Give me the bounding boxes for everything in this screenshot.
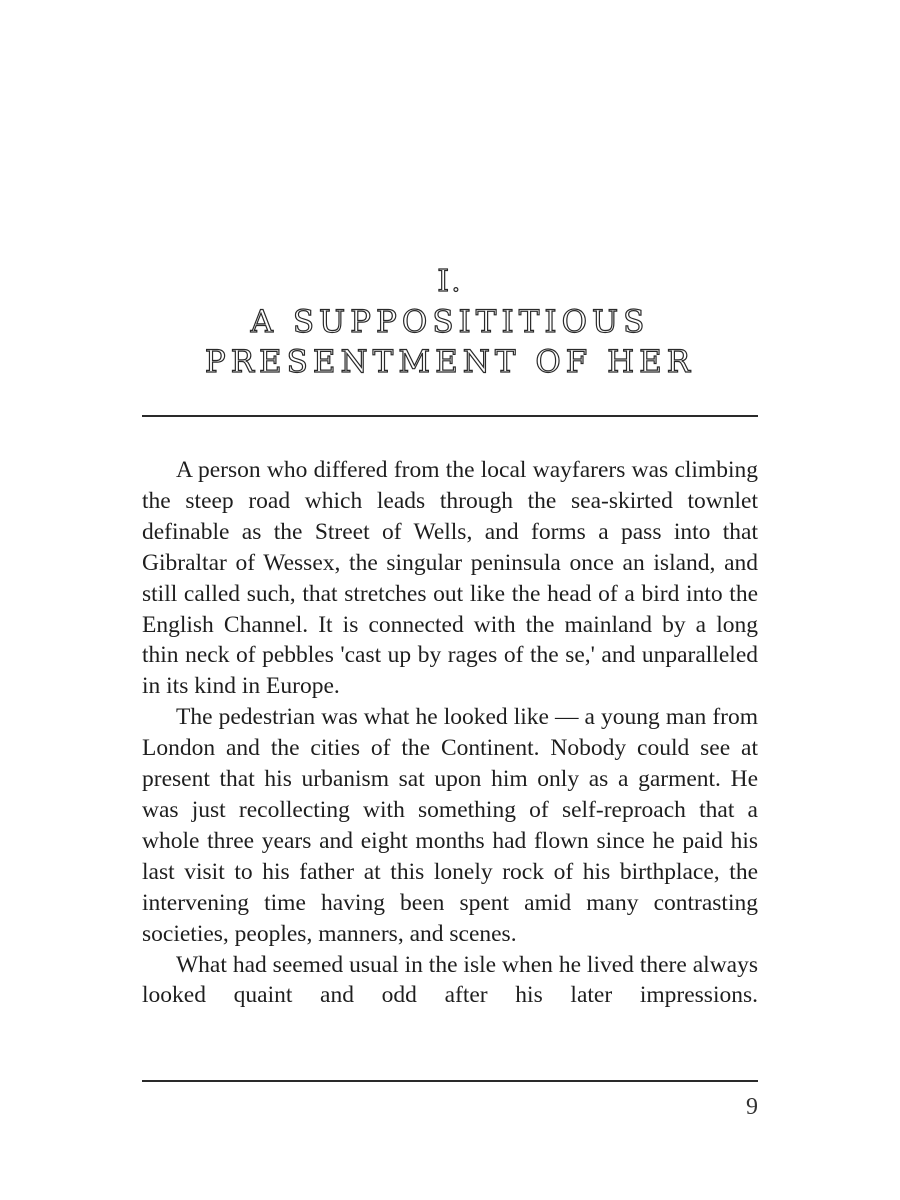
paragraph-3: What had seemed usual in the isle when he lived there always looked quaint and odd after his later impressions.: [142, 951, 758, 1009]
chapter-title-line-2: PRESENTMENT OF HER: [204, 344, 696, 380]
body-text: [142, 455, 758, 1011]
top-divider: [142, 415, 758, 417]
chapter-number: I.: [437, 264, 463, 299]
bottom-divider: [142, 1080, 758, 1082]
chapter-title-line-1: A SUPPOSITITIOUS: [250, 304, 650, 340]
paragraph-1: A person who differed from the local wayfarers was climbing the steep road which leads through the sea-skirted townlet definable as the Street of Wells, and forms a pass into that Gibraltar of Wessex, the singular peninsula once an island, and still called such, that stretches out like the head of a bird into the English Channel. It is connected with the mainland by a long thin neck of pebbles 'cast up by rages of the se,' and unparalleled in its kind in Europe.: [142, 457, 758, 700]
chapter-heading: [142, 262, 758, 382]
paragraph-2: The pedestrian was what he looked like — a young man from London and the cities of the Continent. Nobody could see at present that his urbanism sat upon him only as a garment. He was just recollecting with something of self-reproach that a whole three years and eight months had flown since he paid his last visit to his father at this lonely rock of his birthplace, the intervening time having been spent amid many contrasting societies, peoples, manners, and scenes.: [142, 704, 758, 947]
page-number: 9: [746, 1094, 758, 1120]
